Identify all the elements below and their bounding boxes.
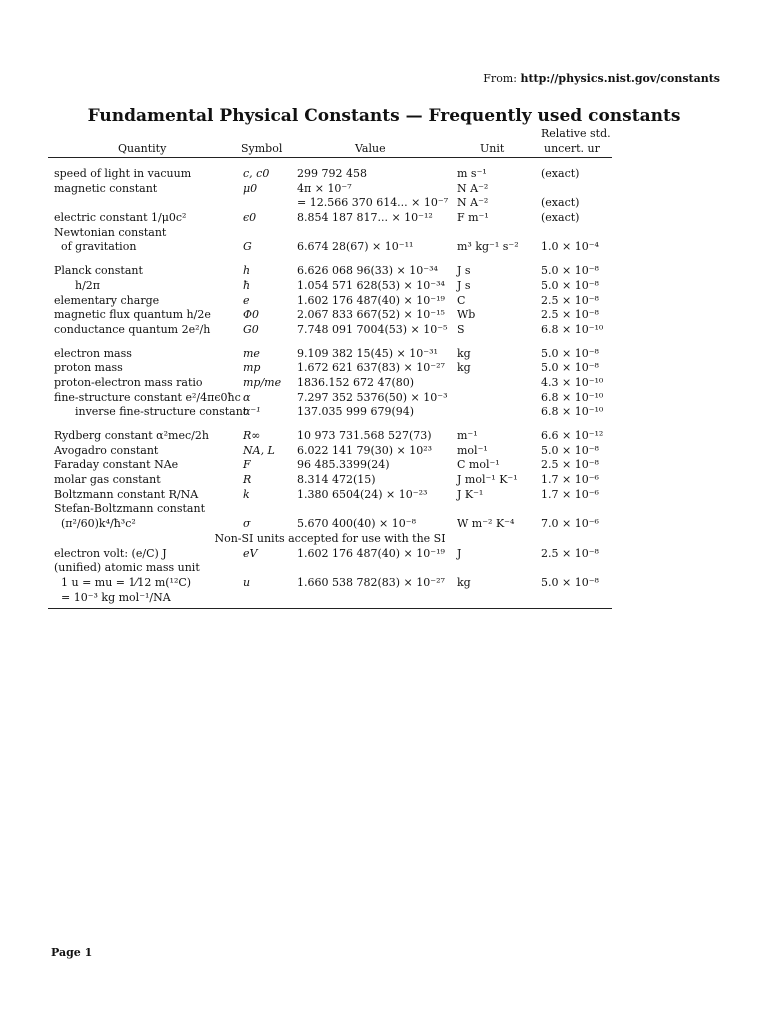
cell-symbol: e bbox=[243, 293, 250, 307]
cell-unit: F m⁻¹ bbox=[457, 211, 489, 225]
cell-quantity: magnetic constant bbox=[54, 181, 158, 195]
cell-symbol: G0 bbox=[243, 322, 259, 336]
row-gap bbox=[48, 338, 612, 347]
table-row bbox=[48, 429, 612, 444]
non-si-heading: Non-SI units accepted for use with the SI bbox=[214, 531, 446, 545]
table-row bbox=[48, 517, 612, 532]
cell-value: 96 485.3399(24) bbox=[297, 458, 390, 472]
table-row bbox=[48, 182, 612, 197]
source-line bbox=[483, 72, 720, 85]
cell-rel-uncert: 4.3 × 10⁻¹⁰ bbox=[541, 375, 604, 389]
cell-symbol: α⁻¹ bbox=[243, 405, 261, 419]
cell-quantity: inverse fine-structure constant bbox=[54, 405, 248, 419]
cell-quantity: Stefan-Boltzmann constant bbox=[54, 502, 205, 516]
table-row bbox=[48, 240, 612, 255]
table-row bbox=[48, 279, 612, 294]
cell-unit: J K⁻¹ bbox=[457, 487, 484, 501]
cell-quantity: = 10⁻³ kg mol⁻¹/NA bbox=[54, 590, 171, 604]
cell-rel-uncert: 2.5 × 10⁻⁸ bbox=[541, 458, 599, 472]
cell-value: 2.067 833 667(52) × 10⁻¹⁵ bbox=[297, 308, 445, 322]
table-row bbox=[48, 226, 612, 241]
cell-rel-uncert: 1.7 × 10⁻⁶ bbox=[541, 473, 599, 487]
cell-unit: Wb bbox=[457, 308, 476, 322]
cell-symbol: c, c0 bbox=[243, 167, 270, 180]
cell-symbol: mp/me bbox=[243, 375, 282, 389]
cell-symbol: mp bbox=[243, 361, 261, 375]
cell-symbol: Φ0 bbox=[243, 308, 260, 322]
cell-quantity: proton-electron mass ratio bbox=[54, 375, 203, 389]
cell-symbol: NA, L bbox=[243, 443, 275, 457]
cell-quantity: (π²/60)k⁴/ħ³c² bbox=[54, 517, 136, 531]
table-row bbox=[48, 561, 612, 576]
cell-unit: kg bbox=[457, 346, 471, 360]
table-row bbox=[48, 361, 612, 376]
source-url[interactable]: http://physics.nist.gov/constants bbox=[520, 72, 720, 85]
table-row bbox=[48, 576, 612, 591]
cell-symbol: me bbox=[243, 346, 260, 360]
cell-symbol: R bbox=[243, 473, 252, 487]
cell-value: 9.109 382 15(45) × 10⁻³¹ bbox=[297, 346, 438, 360]
table-row bbox=[48, 167, 612, 182]
cell-value: 8.854 187 817... × 10⁻¹² bbox=[297, 211, 433, 225]
table-row bbox=[48, 294, 612, 309]
cell-rel-uncert: 1.0 × 10⁻⁴ bbox=[541, 240, 599, 254]
table-row bbox=[48, 488, 612, 503]
cell-unit: W m⁻² K⁻⁴ bbox=[457, 517, 515, 531]
table-row bbox=[48, 444, 612, 459]
table-bottom-rule bbox=[48, 608, 612, 609]
row-gap bbox=[48, 158, 612, 167]
table-row bbox=[48, 376, 612, 391]
cell-unit: N A⁻² bbox=[457, 196, 489, 210]
col-symbol: Symbol bbox=[241, 142, 283, 155]
table-body bbox=[48, 158, 612, 605]
table-row bbox=[48, 264, 612, 279]
cell-symbol: ϵ0 bbox=[243, 211, 257, 225]
col-quantity: Quantity bbox=[118, 142, 167, 155]
cell-quantity: magnetic flux quantum h/2e bbox=[54, 308, 211, 322]
cell-rel-uncert: 5.0 × 10⁻⁸ bbox=[541, 443, 599, 457]
table-row bbox=[48, 547, 612, 562]
cell-rel-uncert: 7.0 × 10⁻⁶ bbox=[541, 517, 599, 531]
cell-quantity: electric constant 1/μ0c² bbox=[54, 211, 187, 225]
cell-quantity: molar gas constant bbox=[54, 473, 161, 487]
non-si-heading-row bbox=[48, 532, 612, 547]
cell-quantity: Rydberg constant α²mec/2h bbox=[54, 429, 209, 442]
cell-rel-uncert: 6.8 × 10⁻¹⁰ bbox=[541, 390, 604, 404]
cell-value: 1.054 571 628(53) × 10⁻³⁴ bbox=[297, 278, 445, 292]
cell-unit: mol⁻¹ bbox=[457, 443, 488, 457]
cell-value: 1.380 6504(24) × 10⁻²³ bbox=[297, 487, 428, 501]
cell-value: = 12.566 370 614... × 10⁻⁷ bbox=[297, 196, 449, 210]
table-row bbox=[48, 308, 612, 323]
cell-rel-uncert: 6.8 × 10⁻¹⁰ bbox=[541, 322, 604, 336]
cell-unit: S bbox=[457, 322, 465, 336]
page-number: Page 1 bbox=[51, 946, 93, 959]
cell-unit: N A⁻² bbox=[457, 181, 489, 195]
cell-rel-uncert: 6.8 × 10⁻¹⁰ bbox=[541, 405, 604, 419]
table-row bbox=[48, 323, 612, 338]
cell-value: 7.297 352 5376(50) × 10⁻³ bbox=[297, 390, 448, 404]
cell-quantity: proton mass bbox=[54, 361, 123, 375]
cell-symbol: k bbox=[243, 487, 250, 501]
cell-value: 1836.152 672 47(80) bbox=[297, 375, 415, 389]
cell-value: 1.602 176 487(40) × 10⁻¹⁹ bbox=[297, 546, 445, 560]
cell-rel-uncert: (exact) bbox=[541, 196, 580, 210]
cell-rel-uncert: (exact) bbox=[541, 167, 580, 180]
cell-symbol: ħ bbox=[243, 278, 251, 292]
constants-table bbox=[48, 127, 612, 609]
source-prefix: From: bbox=[483, 72, 517, 85]
table-row bbox=[48, 591, 612, 606]
cell-unit: C bbox=[457, 293, 466, 307]
cell-symbol: F bbox=[243, 458, 251, 472]
cell-rel-uncert: 2.5 × 10⁻⁸ bbox=[541, 308, 599, 322]
cell-quantity: of gravitation bbox=[54, 240, 137, 254]
row-gap bbox=[48, 420, 612, 429]
cell-rel-uncert: 5.0 × 10⁻⁸ bbox=[541, 278, 599, 292]
table-row bbox=[48, 473, 612, 488]
row-gap bbox=[48, 255, 612, 264]
cell-value: 6.626 068 96(33) × 10⁻³⁴ bbox=[297, 264, 438, 278]
table-row bbox=[48, 458, 612, 473]
cell-unit: J s bbox=[457, 278, 471, 292]
cell-rel-uncert: 5.0 × 10⁻⁸ bbox=[541, 264, 599, 278]
cell-quantity: conductance quantum 2e²/h bbox=[54, 322, 211, 336]
col-unit: Unit bbox=[480, 142, 505, 155]
col-rel-line1: Relative std. bbox=[541, 127, 611, 140]
cell-quantity: Faraday constant NAe bbox=[54, 458, 179, 472]
cell-quantity: elementary charge bbox=[54, 293, 160, 307]
cell-value: 8.314 472(15) bbox=[297, 473, 376, 487]
cell-quantity: electron volt: (e/C) J bbox=[54, 546, 167, 560]
cell-value: 6.674 28(67) × 10⁻¹¹ bbox=[297, 240, 414, 254]
cell-unit: m⁻¹ bbox=[457, 429, 478, 442]
col-rel-line2: uncert. ur bbox=[544, 142, 600, 155]
cell-quantity: h/2π bbox=[54, 278, 100, 292]
cell-rel-uncert: 5.0 × 10⁻⁸ bbox=[541, 575, 599, 589]
cell-value: 4π × 10⁻⁷ bbox=[297, 181, 352, 195]
cell-value: 137.035 999 679(94) bbox=[297, 405, 415, 419]
cell-unit: kg bbox=[457, 361, 471, 375]
cell-unit: J s bbox=[457, 264, 471, 278]
cell-quantity: Avogadro constant bbox=[54, 443, 159, 457]
cell-rel-uncert: 2.5 × 10⁻⁸ bbox=[541, 293, 599, 307]
table-row bbox=[48, 391, 612, 406]
cell-unit: m s⁻¹ bbox=[457, 167, 487, 180]
table-row bbox=[48, 347, 612, 362]
cell-symbol: σ bbox=[243, 517, 251, 531]
cell-rel-uncert: (exact) bbox=[541, 211, 580, 225]
cell-quantity: Boltzmann constant R/NA bbox=[54, 487, 199, 501]
cell-quantity: speed of light in vacuum bbox=[54, 167, 192, 180]
cell-unit: kg bbox=[457, 575, 471, 589]
cell-quantity: Newtonian constant bbox=[54, 225, 167, 239]
cell-rel-uncert: 2.5 × 10⁻⁸ bbox=[541, 546, 599, 560]
cell-value: 1.602 176 487(40) × 10⁻¹⁹ bbox=[297, 293, 445, 307]
cell-value: 299 792 458 bbox=[297, 167, 367, 180]
table-header bbox=[48, 127, 612, 158]
cell-value: 10 973 731.568 527(73) bbox=[297, 429, 432, 442]
cell-symbol: u bbox=[243, 575, 251, 589]
cell-unit: J bbox=[457, 546, 462, 560]
cell-quantity: electron mass bbox=[54, 346, 132, 360]
cell-quantity: (unified) atomic mass unit bbox=[54, 561, 200, 575]
cell-value: 1.660 538 782(83) × 10⁻²⁷ bbox=[297, 575, 445, 589]
page-title: Fundamental Physical Constants — Frequently used constants bbox=[87, 106, 681, 126]
cell-value: 7.748 091 7004(53) × 10⁻⁵ bbox=[297, 322, 448, 336]
table-row bbox=[48, 502, 612, 517]
cell-value: 5.670 400(40) × 10⁻⁸ bbox=[297, 517, 416, 531]
cell-unit: J mol⁻¹ K⁻¹ bbox=[457, 473, 518, 487]
table-row bbox=[48, 405, 612, 420]
cell-symbol: μ0 bbox=[243, 181, 258, 195]
cell-symbol: h bbox=[243, 264, 251, 278]
cell-rel-uncert: 6.6 × 10⁻¹² bbox=[541, 429, 604, 442]
cell-quantity: Planck constant bbox=[54, 264, 143, 278]
cell-rel-uncert: 5.0 × 10⁻⁸ bbox=[541, 346, 599, 360]
cell-symbol: R∞ bbox=[243, 429, 261, 442]
cell-symbol: α bbox=[243, 390, 251, 404]
table-row bbox=[48, 196, 612, 211]
cell-symbol: eV bbox=[243, 546, 258, 560]
cell-quantity: 1 u = mu = 1⁄12 m(¹²C) bbox=[54, 575, 192, 589]
cell-rel-uncert: 1.7 × 10⁻⁶ bbox=[541, 487, 599, 501]
cell-unit: m³ kg⁻¹ s⁻² bbox=[457, 240, 519, 254]
col-value: Value bbox=[355, 142, 386, 155]
cell-value: 1.672 621 637(83) × 10⁻²⁷ bbox=[297, 361, 445, 375]
table-row bbox=[48, 211, 612, 226]
cell-rel-uncert: 5.0 × 10⁻⁸ bbox=[541, 361, 599, 375]
cell-value: 6.022 141 79(30) × 10²³ bbox=[297, 443, 433, 457]
cell-unit: C mol⁻¹ bbox=[457, 458, 500, 472]
cell-quantity: fine-structure constant e²/4πϵ0ħc bbox=[54, 390, 241, 404]
cell-symbol: G bbox=[243, 240, 252, 254]
